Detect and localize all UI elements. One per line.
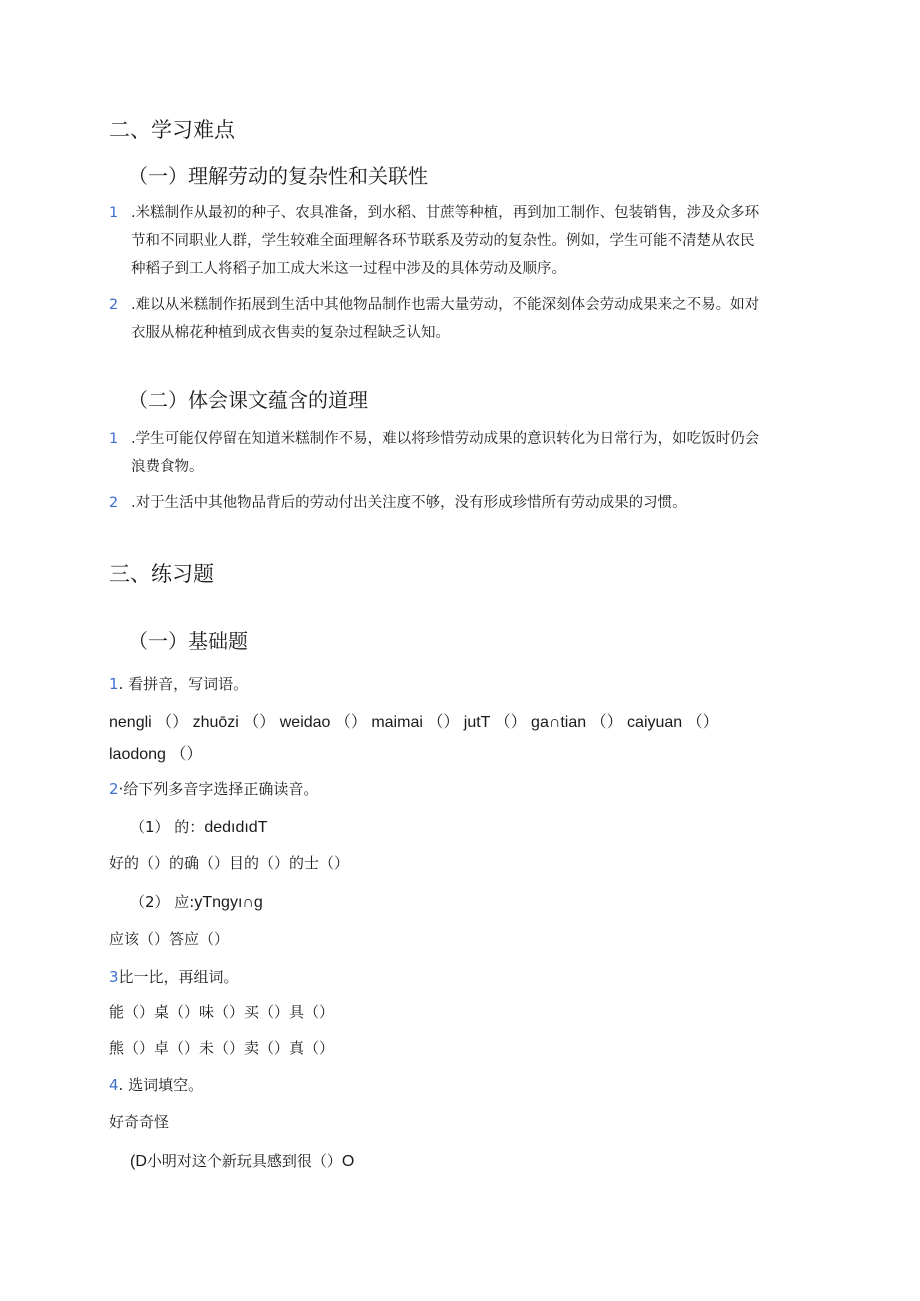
- item-suffix: O: [341, 1153, 355, 1170]
- item-number: 2: [109, 297, 119, 313]
- question-text: ·给下列多音字选择正确读音。: [118, 780, 319, 798]
- part-label: （2） 应:: [130, 893, 195, 911]
- list-item: [109, 199, 809, 283]
- question-3: [109, 966, 239, 987]
- section-title-difficulties: 二、学习难点: [109, 118, 235, 142]
- pinyin-line: laodong （）: [109, 746, 203, 763]
- question-1: [109, 673, 248, 694]
- list-item: [109, 489, 809, 517]
- subsection-title-meaning: （二）体会课文蕴含的道理: [128, 388, 368, 412]
- list-item: [109, 425, 809, 481]
- item-text: 种稻子到工人将稻子加工成大米这一过程中涉及的具体劳动及顺序。: [131, 261, 566, 277]
- item-text: 小明对这个新玩具感到很（）: [146, 1152, 342, 1170]
- item-text: .对于生活中其他物品背后的劳动付出关注度不够，没有形成珍惜所有劳动成果的习惯。: [131, 495, 687, 511]
- part-label: （1） 的：: [130, 818, 205, 836]
- subsection-title-basic: （一）基础题: [128, 629, 248, 653]
- question-number: 1: [109, 675, 119, 693]
- item-text: 衣服从棉花种植到成衣售卖的复杂过程缺乏认知。: [131, 325, 450, 341]
- item-number: 1: [109, 431, 119, 447]
- question-4: [109, 1074, 203, 1095]
- item-text: 节和不同职业人群，学生较难全面理解各环节联系及劳动的复杂性。例如，学生可能不清楚从农民: [131, 233, 755, 249]
- word-line: 熊（）卓（）未（）卖（）真（）: [109, 1039, 335, 1057]
- item-text: .难以从米糕制作拓展到生活中其他物品制作也需大量劳动，不能深刻体会劳动成果来之不易。如对: [131, 297, 760, 313]
- item-number: 2: [109, 495, 119, 511]
- part-pinyin: yTngyı∩g: [194, 894, 263, 911]
- question-2: [109, 778, 318, 799]
- question-number: 3: [109, 968, 119, 986]
- word-line: 应该（）答应（）: [109, 930, 230, 948]
- section-title-exercises: 三、练习题: [109, 562, 214, 586]
- question-2-part-2: [130, 891, 263, 912]
- subsection-title-complexity: （一）理解劳动的复杂性和关联性: [128, 164, 428, 188]
- part-pinyin: dedıdıdT: [204, 819, 268, 836]
- question-2-part-1: [130, 816, 267, 837]
- pinyin-line: nengli （） zhuōzi （） weidao （） maimai （） jutT （） ga∩tian （） caiyuan （）: [109, 714, 719, 731]
- question-number: 4: [109, 1076, 119, 1094]
- word-line: 能（）桌（）味（）买（）具（）: [109, 1003, 335, 1021]
- question-number: 2: [109, 780, 119, 798]
- question-text: 比一比，再组词。: [118, 968, 239, 986]
- question-text: . 选词填空。: [118, 1076, 204, 1094]
- word-choices: 好奇奇怪: [109, 1113, 170, 1131]
- item-number: 1: [109, 205, 119, 221]
- word-line: 好的（）的确（）目的（）的士（）: [109, 854, 350, 872]
- list-item: [109, 291, 809, 347]
- item-text: .学生可能仅停留在知道米糕制作不易，难以将珍惜劳动成果的意识转化为日常行为，如吃饭时仍会: [131, 431, 760, 447]
- fill-blank-item: [130, 1150, 354, 1171]
- item-text: 浪费食物。: [131, 459, 204, 475]
- question-text: . 看拼音，写词语。: [118, 675, 249, 693]
- item-prefix: (D: [130, 1153, 147, 1170]
- item-text: .米糕制作从最初的种子、农具准备，到水稻、甘蔗等种植，再到加工制作、包装销售，涉及众多环: [131, 205, 760, 221]
